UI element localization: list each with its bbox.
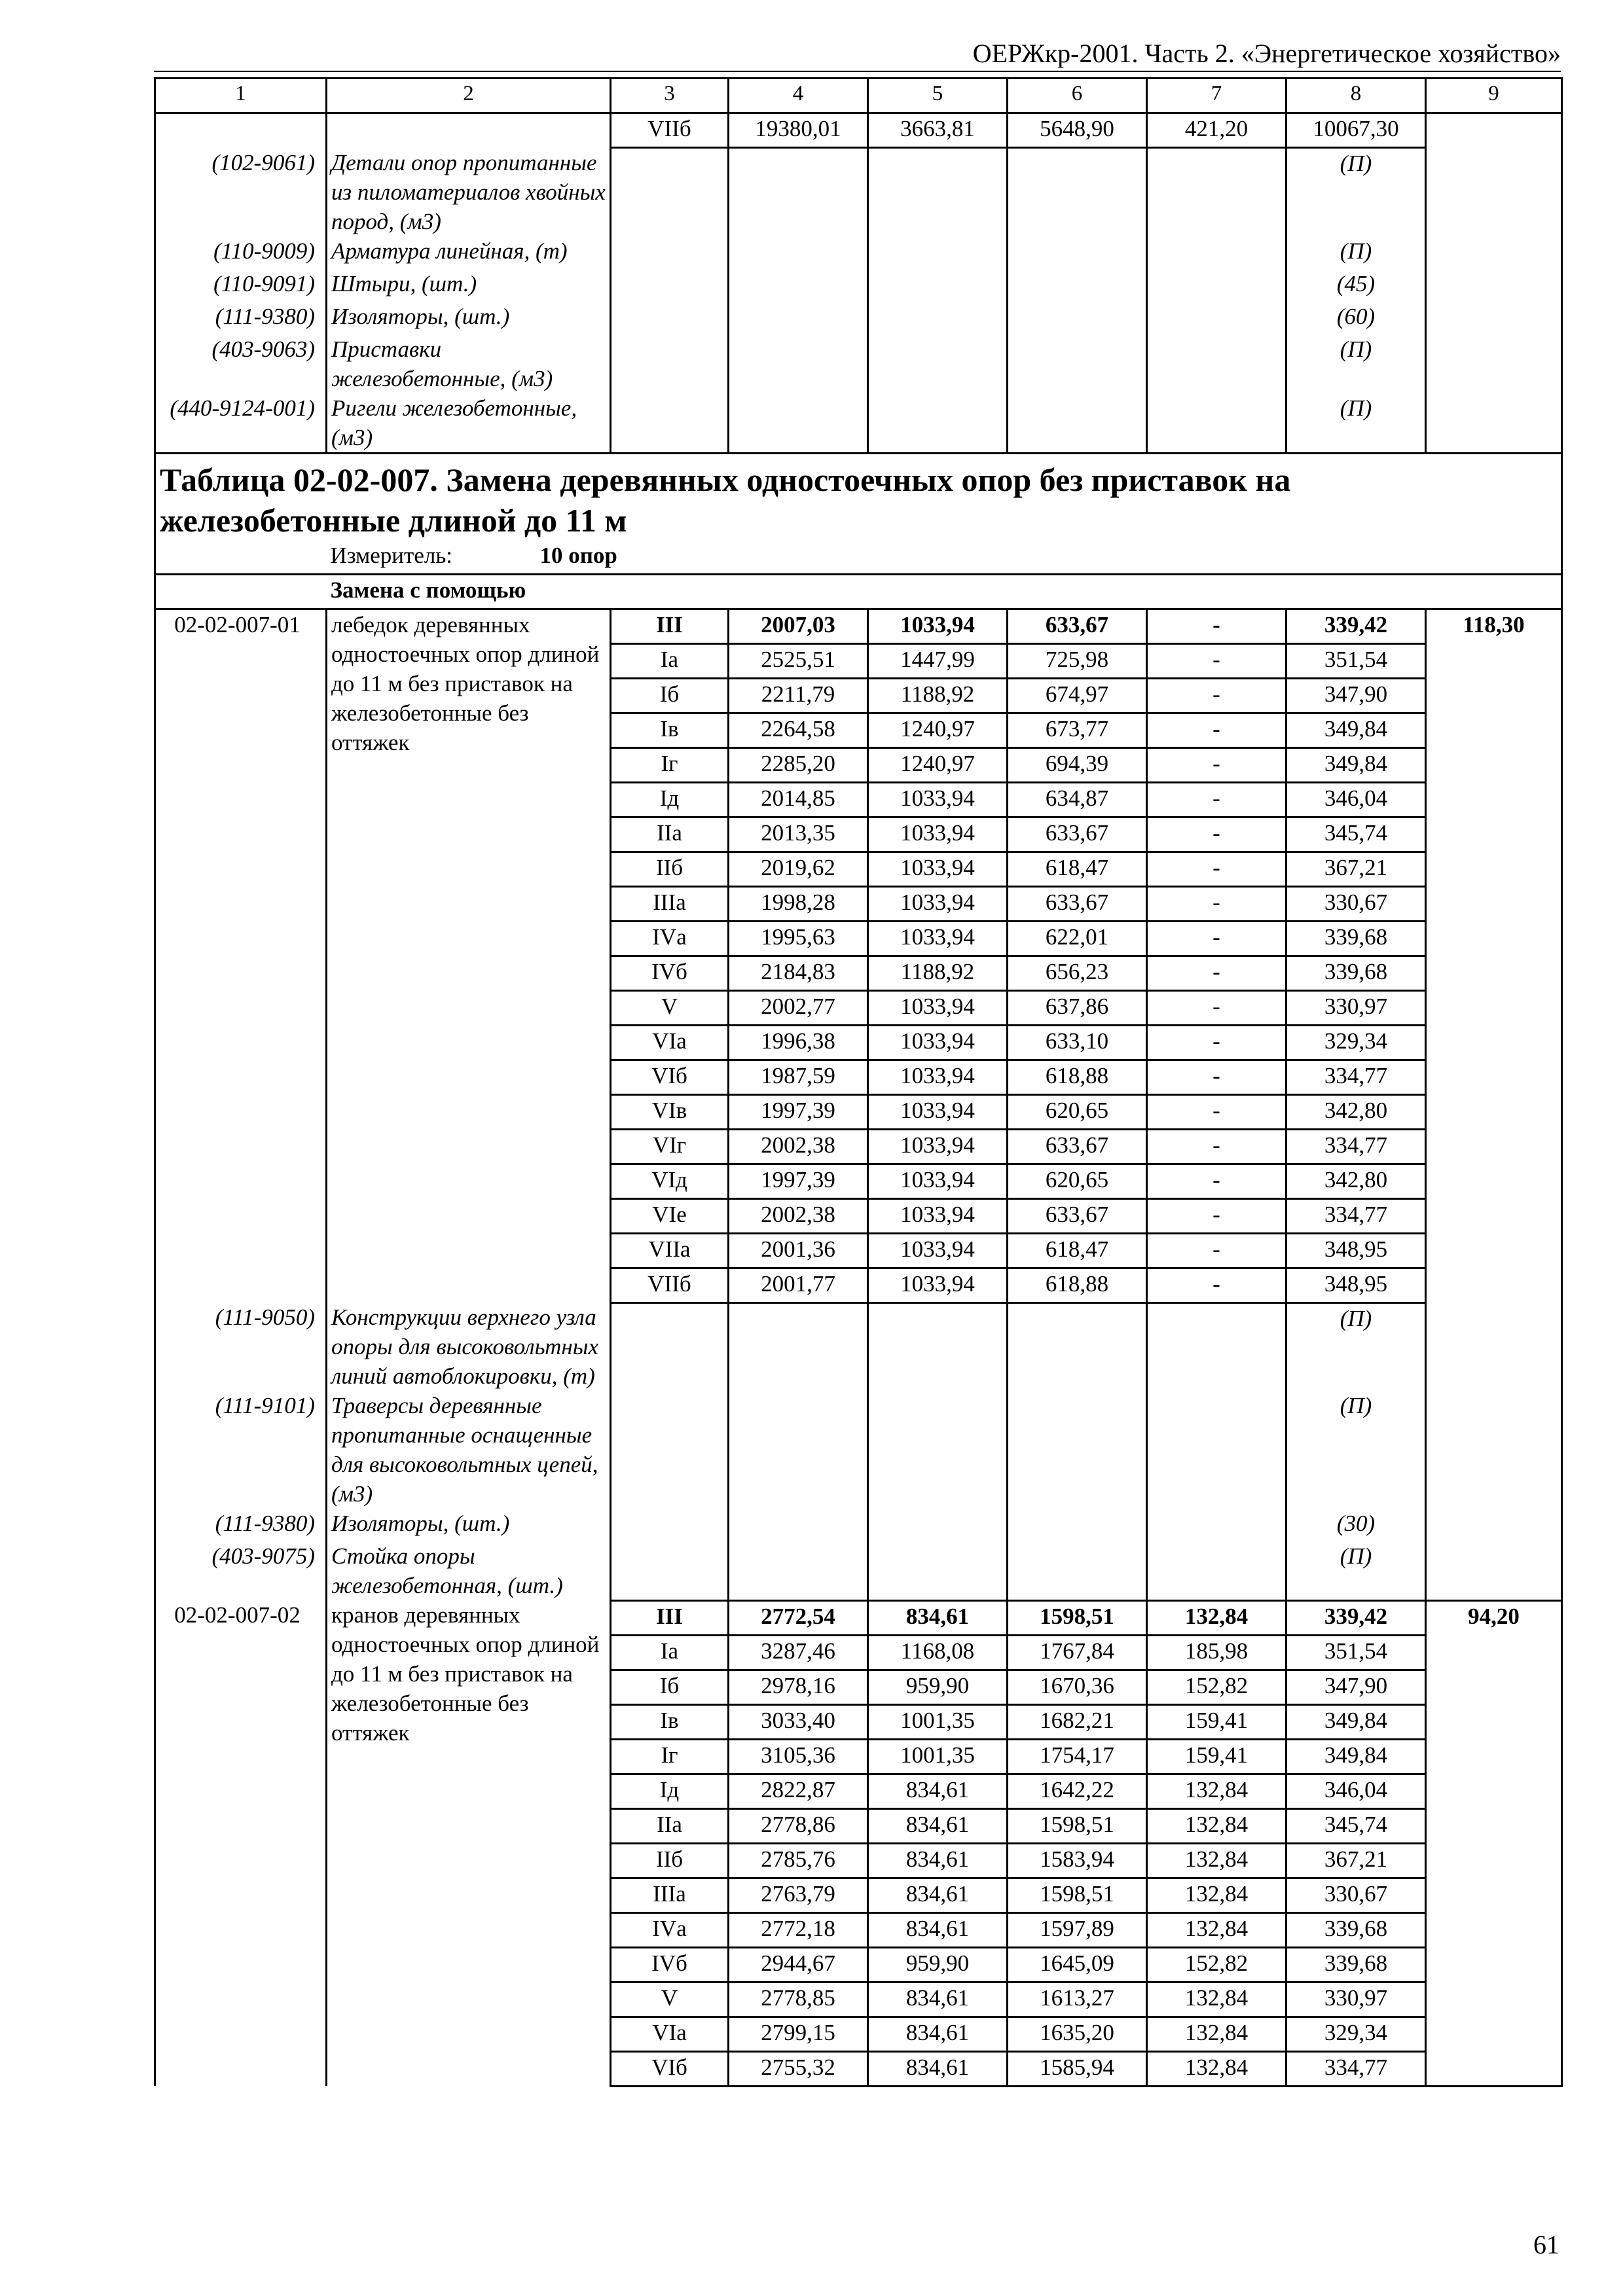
empty-cell [1008,1302,1147,1600]
table-title-line: железобетонные длиной до 11 м [160,501,627,539]
value-cell: 132,84 [1147,1878,1286,1912]
zone-cell: VIIб [611,113,729,148]
value-cell: 342,80 [1286,1164,1426,1198]
value-cell: 1033,94 [868,1129,1008,1164]
value-cell: 1642,22 [1008,1774,1147,1808]
value-cell: 339,68 [1286,921,1426,956]
value-cell: 132,84 [1147,1808,1286,1843]
norm-code: 02-02-007-02 [155,1600,327,2086]
empty-cell [611,1302,729,1600]
value-cell: 330,97 [1286,1982,1426,2017]
column-number: 1 [155,79,327,113]
zone-cell: Iа [611,643,729,678]
section-row [155,574,1562,609]
column-number: 4 [729,79,868,113]
value-cell: - [1147,782,1286,817]
material-qty: (П) [1286,1541,1426,1600]
value-cell: 329,34 [1286,2017,1426,2051]
value-cell: 3663,81 [868,113,1008,148]
zone-cell: IIа [611,1808,729,1843]
value-cell: 2013,35 [729,817,868,852]
value-cell: 2001,77 [729,1268,868,1302]
value-cell: 351,54 [1286,1635,1426,1670]
value-cell: 2285,20 [729,747,868,782]
material-name: Изоляторы, (шт.) [327,1509,611,1541]
header-rule [154,71,1561,72]
value-cell: 2755,32 [729,2051,868,2086]
value-cell: 1001,35 [868,1704,1008,1739]
value-cell: 1987,59 [729,1060,868,1094]
empty-cell [1147,148,1286,454]
value-cell: 1598,51 [1008,1600,1147,1635]
material-qty: (П) [1286,334,1426,393]
value-cell: 1682,21 [1008,1704,1147,1739]
material-qty: (П) [1286,236,1426,269]
value-cell: 1635,20 [1008,2017,1147,2051]
column-number-row [155,79,1562,113]
value-cell: 834,61 [868,1843,1008,1878]
zone-cell: IVб [611,1947,729,1982]
value-cell: 959,90 [868,1670,1008,1704]
page-number: 61 [1533,2230,1559,2259]
value-cell: 1168,08 [868,1635,1008,1670]
meter-value: 10 опор [539,542,617,568]
meter-cell [327,541,1562,575]
value-cell: 1997,39 [729,1164,868,1198]
code-cell [155,113,327,148]
value-cell: 2211,79 [729,678,868,713]
value-cell: 2778,85 [729,1982,868,2017]
value-cell: 3033,40 [729,1704,868,1739]
value-cell: 1995,63 [729,921,868,956]
value-cell: 1997,39 [729,1094,868,1129]
material-code: (110-9009) [155,236,327,269]
zone-cell: III [611,609,729,643]
value-cell: 834,61 [868,1912,1008,1947]
empty-cell [155,574,327,609]
value-cell: 2772,18 [729,1912,868,1947]
value-cell: - [1147,609,1286,643]
value-cell: 349,84 [1286,713,1426,747]
value-cell: 1585,94 [1008,2051,1147,2086]
value-cell: 633,67 [1008,609,1147,643]
zone-cell: IIб [611,1843,729,1878]
material-code: (111-9050) [155,1302,327,1391]
value-cell: 132,84 [1147,2051,1286,2086]
value-cell: 1033,94 [868,1164,1008,1198]
value-cell: 1598,51 [1008,1808,1147,1843]
value-cell: 633,67 [1008,1198,1147,1233]
value-cell: 1767,84 [1008,1635,1147,1670]
value-cell: 620,65 [1008,1094,1147,1129]
desc-cell [327,113,611,148]
zone-cell: V [611,990,729,1025]
column-number: 7 [1147,79,1286,113]
value-cell: 347,90 [1286,1670,1426,1704]
value-cell: 334,77 [1286,1060,1426,1094]
value-cell: 1033,94 [868,609,1008,643]
value-cell: 1597,89 [1008,1912,1147,1947]
value-cell: 334,77 [1286,1198,1426,1233]
zone-cell: VIа [611,2017,729,2051]
material-code: (440-9124-001) [155,393,327,454]
value-cell: 834,61 [868,2051,1008,2086]
value-cell: 349,84 [1286,1739,1426,1774]
material-name: Траверсы деревянные пропитанные оснащенные для высоковольтных цепей, (м3) [327,1391,611,1509]
zone-cell: VIб [611,2051,729,2086]
value-cell: 2799,15 [729,2017,868,2051]
zone-cell: VIе [611,1198,729,1233]
value-cell: 618,88 [1008,1268,1147,1302]
column-number: 6 [1008,79,1147,113]
value-cell: 339,42 [1286,1600,1426,1635]
material-qty: (45) [1286,269,1426,302]
value-cell: 349,84 [1286,747,1426,782]
value-cell: 334,77 [1286,2051,1426,2086]
zone-cell: IVа [611,921,729,956]
material-name: Стойка опоры железобетонная, (шт.) [327,1541,611,1600]
norm-description: лебедок деревянных одностоечных опор длиной до 11 м без приставок на железобетонные без оттяжек [327,609,611,1302]
material-code: (111-9380) [155,302,327,334]
value-cell: 1033,94 [868,886,1008,921]
zone-cell: VIIб [611,1268,729,1302]
value-cell: - [1147,886,1286,921]
value-cell: 334,77 [1286,1129,1426,1164]
zone-cell: IVа [611,1912,729,1947]
zone-cell: III [611,1600,729,1635]
value-cell: 330,67 [1286,886,1426,921]
value-cell: 1645,09 [1008,1947,1147,1982]
zone-cell: Iг [611,747,729,782]
value-cell: 132,84 [1147,1912,1286,1947]
material-name: Изоляторы, (шт.) [327,302,611,334]
column-number: 5 [868,79,1008,113]
value-cell: - [1147,956,1286,990]
value-cell: 1583,94 [1008,1843,1147,1878]
material-code: (111-9380) [155,1509,327,1541]
value-cell: 1998,28 [729,886,868,921]
value-cell: 345,74 [1286,1808,1426,1843]
value-cell: 1033,94 [868,782,1008,817]
value-cell: 367,21 [1286,1843,1426,1878]
zone-cell: Iв [611,713,729,747]
material-qty: (П) [1286,1391,1426,1509]
value-cell: 2014,85 [729,782,868,817]
value-cell: 348,95 [1286,1268,1426,1302]
material-name: Конструкции верхнего узла опоры для высоковольтных линий автоблокировки, (т) [327,1302,611,1391]
value-cell: 339,68 [1286,1912,1426,1947]
value-cell: - [1147,713,1286,747]
value-cell: 834,61 [868,1600,1008,1635]
value-cell: 1033,94 [868,817,1008,852]
value-cell: 2778,86 [729,1808,868,1843]
norms-table [154,77,1563,2087]
value-cell: 834,61 [868,1808,1008,1843]
value-cell: 367,21 [1286,852,1426,886]
value-cell: 1188,92 [868,956,1008,990]
column-number: 8 [1286,79,1426,113]
material-code: (110-9091) [155,269,327,302]
value-cell: 159,41 [1147,1704,1286,1739]
value-cell: 1447,99 [868,643,1008,678]
page-header: ОЕРЖкр-2001. Часть 2. «Энергетическое хозяйство» [972,39,1561,68]
value-cell: 2002,38 [729,1129,868,1164]
value-cell: 620,65 [1008,1164,1147,1198]
value-cell: 1033,94 [868,1268,1008,1302]
table-title-row [155,453,1562,541]
value-cell [1426,113,1562,454]
material-code: (403-9063) [155,334,327,393]
empty-cell [729,148,868,454]
value-cell: 1033,94 [868,852,1008,886]
value-cell: 152,82 [1147,1947,1286,1982]
zone-cell: IIб [611,852,729,886]
value-cell: 349,84 [1286,1704,1426,1739]
value-cell: 1996,38 [729,1025,868,1060]
value-cell: 633,67 [1008,817,1147,852]
value-cell: 2264,58 [729,713,868,747]
column-number: 2 [327,79,611,113]
value-cell: 834,61 [868,1774,1008,1808]
value-cell: - [1147,921,1286,956]
zone-cell: Iг [611,1739,729,1774]
value-cell: 2978,16 [729,1670,868,1704]
material-name: Ригели железобетонные, (м3) [327,393,611,454]
value-cell: 1188,92 [868,678,1008,713]
material-qty: (П) [1286,148,1426,236]
empty-cell [1147,1302,1286,1600]
material-name: Детали опор пропитанные из пиломатериалов хвойных пород, (м3) [327,148,611,236]
value-cell: 959,90 [868,1947,1008,1982]
value-cell: - [1147,1233,1286,1268]
table-row [155,609,1562,643]
value-cell: 2007,03 [729,609,868,643]
material-row [155,148,1562,236]
empty-cell [155,541,327,575]
value-cell: 329,34 [1286,1025,1426,1060]
table-title [155,453,1562,541]
empty-cell [868,1302,1008,1600]
material-row [155,1302,1562,1391]
value-cell: - [1147,747,1286,782]
value-cell: - [1147,1129,1286,1164]
material-qty: (30) [1286,1509,1426,1541]
column-number: 3 [611,79,729,113]
value-cell: 1033,94 [868,1198,1008,1233]
zone-cell: VIа [611,1025,729,1060]
value-cell: 2019,62 [729,852,868,886]
value-cell: 185,98 [1147,1635,1286,1670]
value-cell: 10067,30 [1286,113,1426,148]
zone-cell: Iа [611,1635,729,1670]
value-cell: 2772,54 [729,1600,868,1635]
value-cell: 2525,51 [729,643,868,678]
meter-label: Измеритель: [330,542,453,568]
value-cell: 2944,67 [729,1947,868,1982]
value-cell: 1001,35 [868,1739,1008,1774]
value-cell: 347,90 [1286,678,1426,713]
value-cell: 633,10 [1008,1025,1147,1060]
value-cell: 3287,46 [729,1635,868,1670]
zone-cell: IIIа [611,1878,729,1912]
value-cell: 5648,90 [1008,113,1147,148]
value-cell: 1598,51 [1008,1878,1147,1912]
value-cell: 725,98 [1008,643,1147,678]
value-cell: 1670,36 [1008,1670,1147,1704]
zone-cell: Iв [611,1704,729,1739]
value-cell: - [1147,1198,1286,1233]
zone-cell: Iд [611,1774,729,1808]
material-code: (403-9075) [155,1541,327,1600]
material-qty: (60) [1286,302,1426,334]
value-cell: 694,39 [1008,747,1147,782]
value-cell: 1033,94 [868,1233,1008,1268]
empty-cell [1008,148,1147,454]
value-cell: 132,84 [1147,2017,1286,2051]
zone-cell: VIб [611,1060,729,1094]
zone-cell: V [611,1982,729,2017]
value-cell: 94,20 [1426,1600,1562,2086]
value-cell: 346,04 [1286,782,1426,817]
value-cell: 351,54 [1286,643,1426,678]
zone-cell: Iб [611,1670,729,1704]
value-cell: 3105,36 [729,1739,868,1774]
material-code: (102-9061) [155,148,327,236]
value-cell: 1754,17 [1008,1739,1147,1774]
value-cell: 132,84 [1147,1600,1286,1635]
value-cell: - [1147,643,1286,678]
value-cell: 339,68 [1286,1947,1426,1982]
value-cell: 634,87 [1008,782,1147,817]
value-cell: 673,77 [1008,713,1147,747]
value-cell: 1033,94 [868,1025,1008,1060]
norm-description: кранов деревянных одностоечных опор длиной до 11 м без приставок на железобетонные без оттяжек [327,1600,611,2086]
value-cell: 339,68 [1286,956,1426,990]
value-cell: 618,47 [1008,852,1147,886]
material-code: (111-9101) [155,1391,327,1509]
value-cell: 656,23 [1008,956,1147,990]
value-cell: 2822,87 [729,1774,868,1808]
value-cell: 1033,94 [868,1094,1008,1129]
value-cell: 834,61 [868,1982,1008,2017]
value-cell: 118,30 [1426,609,1562,1600]
value-cell: 342,80 [1286,1094,1426,1129]
value-cell: 348,95 [1286,1233,1426,1268]
value-cell: 330,97 [1286,990,1426,1025]
value-cell: 1240,97 [868,713,1008,747]
zone-cell: VIв [611,1094,729,1129]
value-cell: 339,42 [1286,609,1426,643]
value-cell: 674,97 [1008,678,1147,713]
meter-row [155,541,1562,575]
value-cell: 633,67 [1008,886,1147,921]
empty-cell [729,1302,868,1600]
zone-cell: VIд [611,1164,729,1198]
value-cell: 618,88 [1008,1060,1147,1094]
value-cell: 2001,36 [729,1233,868,1268]
value-cell: 132,84 [1147,1982,1286,2017]
value-cell: 1240,97 [868,747,1008,782]
material-name: Штыри, (шт.) [327,269,611,302]
value-cell: 2002,77 [729,990,868,1025]
zone-cell: VIIа [611,1233,729,1268]
value-cell: 132,84 [1147,1774,1286,1808]
value-cell: 834,61 [868,1878,1008,1912]
norm-code: 02-02-007-01 [155,609,327,1302]
empty-cell [611,148,729,454]
empty-cell [868,148,1008,454]
value-cell: 132,84 [1147,1843,1286,1878]
value-cell: - [1147,1164,1286,1198]
material-qty: (П) [1286,1302,1426,1391]
value-cell: - [1147,1060,1286,1094]
value-cell: 637,86 [1008,990,1147,1025]
value-cell: - [1147,678,1286,713]
material-name: Приставки железобетонные, (м3) [327,334,611,393]
value-cell: 1033,94 [868,990,1008,1025]
value-cell: 633,67 [1008,1129,1147,1164]
zone-cell: IIIа [611,886,729,921]
value-cell: 345,74 [1286,817,1426,852]
value-cell: 421,20 [1147,113,1286,148]
value-cell: 2002,38 [729,1198,868,1233]
value-cell: 346,04 [1286,1774,1426,1808]
zone-cell: IVб [611,956,729,990]
value-cell: 152,82 [1147,1670,1286,1704]
value-cell: 2785,76 [729,1843,868,1878]
value-cell: - [1147,817,1286,852]
zone-cell: Iд [611,782,729,817]
value-cell: 19380,01 [729,113,868,148]
table-row [155,1600,1562,1635]
value-cell: 330,67 [1286,1878,1426,1912]
value-cell: - [1147,1094,1286,1129]
material-qty: (П) [1286,393,1426,454]
value-cell: 2763,79 [729,1878,868,1912]
value-cell: 1033,94 [868,921,1008,956]
value-cell: - [1147,1268,1286,1302]
value-cell: 1613,27 [1008,1982,1147,2017]
value-cell: 622,01 [1008,921,1147,956]
table-title-line: Таблица 02-02-007. Замена деревянных одностоечных опор без приставок на [160,461,1291,498]
zone-cell: Iб [611,678,729,713]
value-cell: - [1147,1025,1286,1060]
table-row [155,113,1562,148]
value-cell: 159,41 [1147,1739,1286,1774]
value-cell: 618,47 [1008,1233,1147,1268]
section-label: Замена с помощью [327,574,1562,609]
value-cell: - [1147,852,1286,886]
material-name: Арматура линейная, (т) [327,236,611,269]
column-number: 9 [1426,79,1562,113]
value-cell: 834,61 [868,2017,1008,2051]
value-cell: 1033,94 [868,1060,1008,1094]
value-cell: - [1147,990,1286,1025]
zone-cell: VIг [611,1129,729,1164]
value-cell: 2184,83 [729,956,868,990]
zone-cell: IIа [611,817,729,852]
